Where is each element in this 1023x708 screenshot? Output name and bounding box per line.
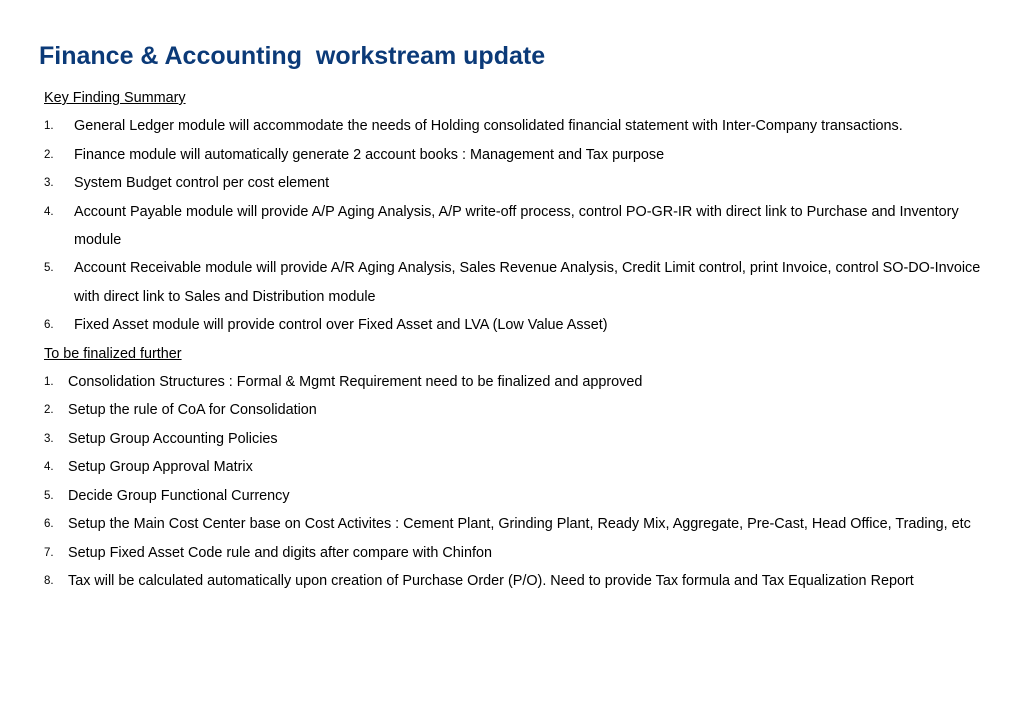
item-text: Setup Group Accounting Policies [68,430,278,447]
to-be-finalized-heading: To be finalized further [44,345,182,362]
list-item [44,396,984,424]
key-finding-summary-heading: Key Finding Summary [44,90,186,106]
item-number: 8. [44,574,54,587]
item-number: 5. [44,262,54,275]
item-text: System Budget control per cost element [74,175,330,192]
item-text: Finance module will automatically generate 2 account books : Management and Tax purpose [74,146,665,163]
item-text: Setup the rule of CoA for Consolidation [68,402,317,419]
list-item [44,539,984,567]
item-number: 3. [44,432,54,445]
item-number: 7. [44,546,54,559]
item-number: 5. [44,489,54,502]
list-item [44,311,984,339]
page-title: Finance & Accounting workstream update [39,42,546,70]
item-number: 2. [44,148,54,161]
list-item [44,368,984,396]
item-number: 6. [44,518,54,531]
list-item [44,254,984,311]
item-number: 3. [44,177,54,190]
list-item [44,425,984,453]
list-item [44,169,984,197]
slide-body [44,84,984,595]
item-text: Account Receivable module will provide A/R Aging Analysis, Sales Revenue Analysis, Credit Limit control, print Invoice, control SO-DO-Invoice with direct link to Sales and Distribution module [74,260,981,305]
item-number: 4. [44,205,54,218]
list-item [44,482,984,510]
item-text: General Ledger module will accommodate the needs of Holding consolidated financial statement with Inter-Company transactions. [74,118,903,135]
item-text: Consolidation Structures : Formal & Mgmt Requirement need to be finalized and approved [68,374,643,391]
list-item [44,567,984,595]
item-text: Setup Group Approval Matrix [68,459,253,476]
item-text: Decide Group Functional Currency [68,487,290,504]
list-item [44,510,984,538]
list-item [44,453,984,481]
to-be-finalized-list [44,368,984,595]
list-item [44,198,984,255]
key-finding-list [44,112,984,339]
item-number: 6. [44,319,54,332]
item-text: Setup Fixed Asset Code rule and digits after compare with Chinfon [68,544,492,561]
item-number: 2. [44,404,54,417]
list-item [44,141,984,169]
item-number: 1. [44,120,54,133]
item-text: Setup the Main Cost Center base on Cost Activites : Cement Plant, Grinding Plant, Ready Mix, Aggregate, Pre-Cast, Head Office, Trading, etc [68,516,971,533]
item-number: 4. [44,461,54,474]
item-text: Fixed Asset module will provide control over Fixed Asset and LVA (Low Value Asset) [74,317,608,334]
list-item [44,112,984,140]
item-text: Tax will be calculated automatically upon creation of Purchase Order (P/O). Need to provide Tax formula and Tax Equalization Report [68,572,914,589]
item-text: Account Payable module will provide A/P Aging Analysis, A/P write-off process, control PO-GR-IR with direct link to Purchase and Inventory module [74,203,959,249]
item-number: 1. [44,376,54,389]
